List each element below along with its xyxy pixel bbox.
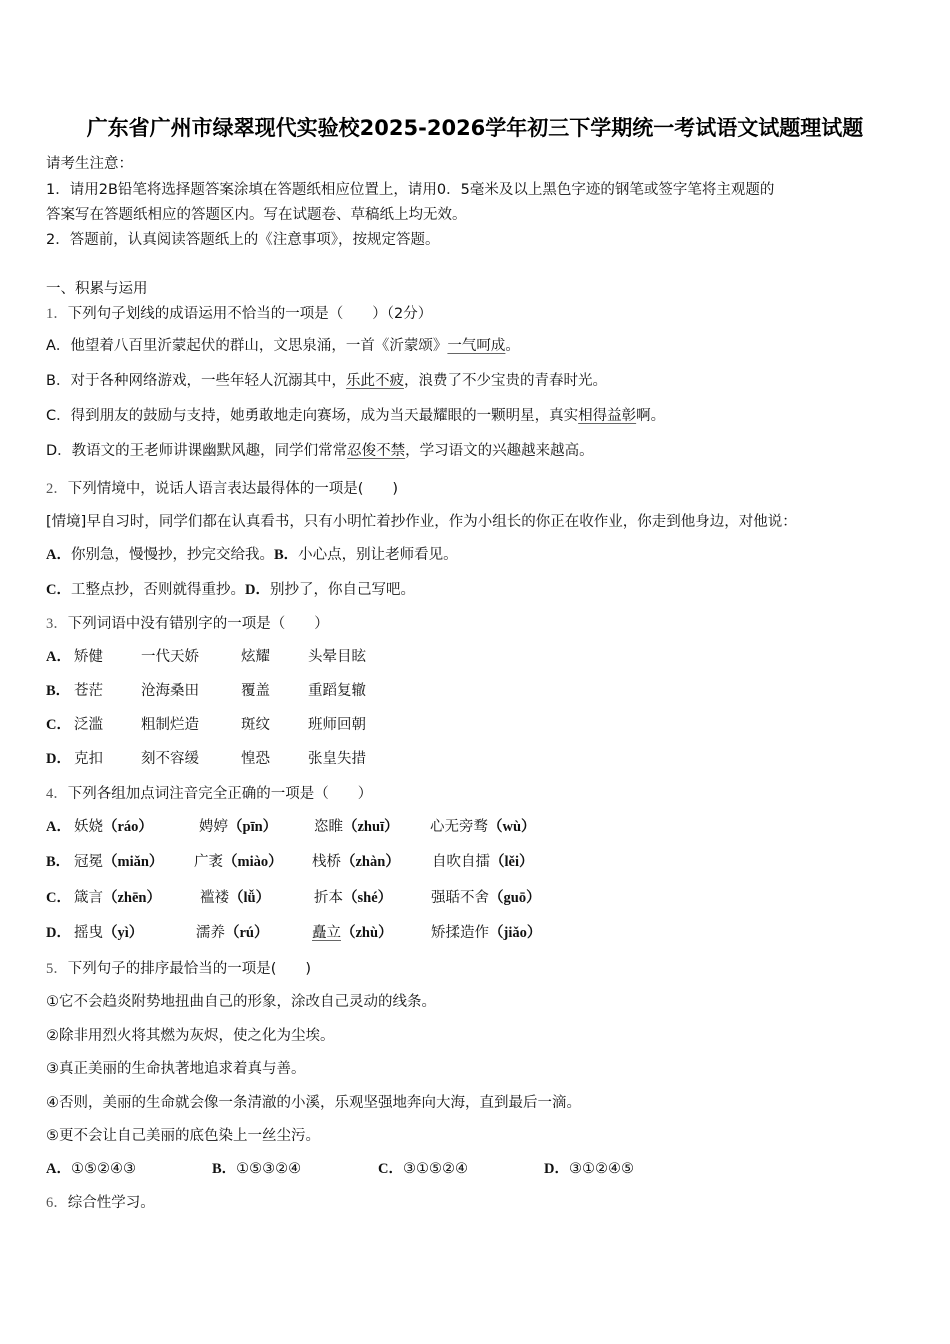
q5-sentence-2: ②除非用烈火将其燃为灰烬，使之化为尘埃。 xyxy=(46,1028,335,1044)
q5-option-c[interactable]: C．③①⑤②④ xyxy=(378,1161,468,1177)
q4-option-a[interactable]: A． 妖娆（ráo） 娉婷（pīn） 恣睢（zhuī） 心无旁骛（wù） xyxy=(46,819,536,835)
underlined-idiom: 一气呵成 xyxy=(447,338,506,354)
q1-option-a[interactable]: A．他望着八百里沂蒙起伏的群山，文思泉涌，一首《沂蒙颂》一气呵成。 xyxy=(46,338,520,354)
q2-option-b[interactable]: B．小心点，别让老师看见。 xyxy=(273,547,458,563)
section-heading: 一、积累与运用 xyxy=(46,281,148,297)
underlined-idiom: 乐此不疲 xyxy=(345,373,404,389)
q1-option-b[interactable]: B．对于各种网络游戏，一些年轻人沉溺其中，乐此不疲，浪费了不少宝贵的青春时光。 xyxy=(46,373,607,389)
q4-option-d[interactable]: D． 摇曳（yì） 濡养（rú） 矗立（zhù） 矫揉造作（jiǎo） xyxy=(46,925,542,941)
q1-option-d[interactable]: D．教语文的王老师讲课幽默风趣，同学们常常忍俊不禁，学习语文的兴趣越来越高。 xyxy=(46,443,594,459)
question-4: 4．下列各组加点词注音完全正确的一项是（ ） xyxy=(46,786,373,802)
question-stem: 下列句子划线的成语运用不恰当的一项是（ ）（2分） xyxy=(67,306,433,322)
q5-option-b[interactable]: B．①⑤③②④ xyxy=(212,1161,302,1177)
q5-option-a[interactable]: A．①⑤②④③ xyxy=(46,1161,136,1177)
q5-sentence-4: ④否则，美丽的生命就会像一条清澈的小溪，乐观坚强地奔向大海，直到最后一滴。 xyxy=(46,1095,581,1111)
question-2: 2．下列情境中，说话人语言表达最得体的一项是( ) xyxy=(46,481,399,497)
q2-options-row-2 xyxy=(46,578,415,599)
question-6: 6．综合性学习。 xyxy=(46,1195,155,1211)
notice-item-1: 1．请用2B铅笔将选择题答案涂填在答题纸相应位置上，请用0．5毫米及以上黑色字迹的钢笔或签字笔将主观题的 xyxy=(46,182,775,198)
q2-option-a[interactable]: A．你别急，慢慢抄，抄完交给我。 xyxy=(46,547,274,563)
q2-options-row-1 xyxy=(46,543,458,564)
q3-option-b[interactable]: B． 苍茫 沧海桑田 覆盖 重蹈复辙 xyxy=(46,683,366,699)
underlined-idiom: 忍俊不禁 xyxy=(347,443,406,459)
question-number: 1． xyxy=(46,306,68,322)
q3-option-a[interactable]: A． 矫健 一代天娇 炫耀 头晕目眩 xyxy=(46,649,366,665)
q5-options xyxy=(46,1157,634,1178)
q2-option-d[interactable]: D．别抄了，你自己写吧。 xyxy=(244,582,415,598)
notice-item-1-cont: 答案写在答题纸相应的答题区内。写在试题卷、草稿纸上均无效。 xyxy=(46,207,467,223)
underlined-idiom: 相得益彰 xyxy=(578,408,637,424)
q3-option-c[interactable]: C． 泛滥 粗制烂造 斑纹 班师回朝 xyxy=(46,717,366,733)
question-1 xyxy=(46,302,432,323)
notice-heading: 请考生注意： xyxy=(46,156,133,172)
q4-option-c[interactable]: C． 箴言（zhēn） 褴褛（lǚ） 折本（shé） 强聒不舍（guō） xyxy=(46,890,541,906)
q3-option-d[interactable]: D． 克扣 刻不容缓 惶恐 张皇失措 xyxy=(46,751,366,767)
q4-option-b[interactable]: B． 冠冕（miǎn） 广袤（miào） 栈桥（zhàn） 自吹自擂（lěi） xyxy=(46,854,534,870)
q5-option-d[interactable]: D．③①②④⑤ xyxy=(544,1161,634,1177)
q1-option-c[interactable]: C．得到朋友的鼓励与支持，她勇敢地走向赛场，成为当天最耀眼的一颗明星，真实相得益彰啊。 xyxy=(46,408,666,424)
q5-sentence-1: ①它不会趋炎附势地扭曲自己的形象，涂改自己灵动的线条。 xyxy=(46,994,436,1010)
q2-context: [情境]早自习时，同学们都在认真看书，只有小明忙着抄作业，作为小组长的你正在收作业，你走到他身边，对他说： xyxy=(46,514,797,530)
notice-item-2: 2．答题前，认真阅读答题纸上的《注意事项》，按规定答题。 xyxy=(46,232,440,248)
q2-option-c[interactable]: C．工整点抄，否则就得重抄。 xyxy=(46,582,245,598)
page-title: 广东省广州市绿翠现代实验校2025-2026学年初三下学期统一考试语文试题理试题 xyxy=(86,116,864,140)
q5-sentence-3: ③真正美丽的生命执著地追求着真与善。 xyxy=(46,1061,306,1077)
q5-sentence-5: ⑤更不会让自己美丽的底色染上一丝尘污。 xyxy=(46,1128,320,1144)
question-3: 3．下列词语中没有错别字的一项是（ ） xyxy=(46,616,329,632)
question-5: 5．下列句子的排序最恰当的一项是( ) xyxy=(46,961,312,977)
